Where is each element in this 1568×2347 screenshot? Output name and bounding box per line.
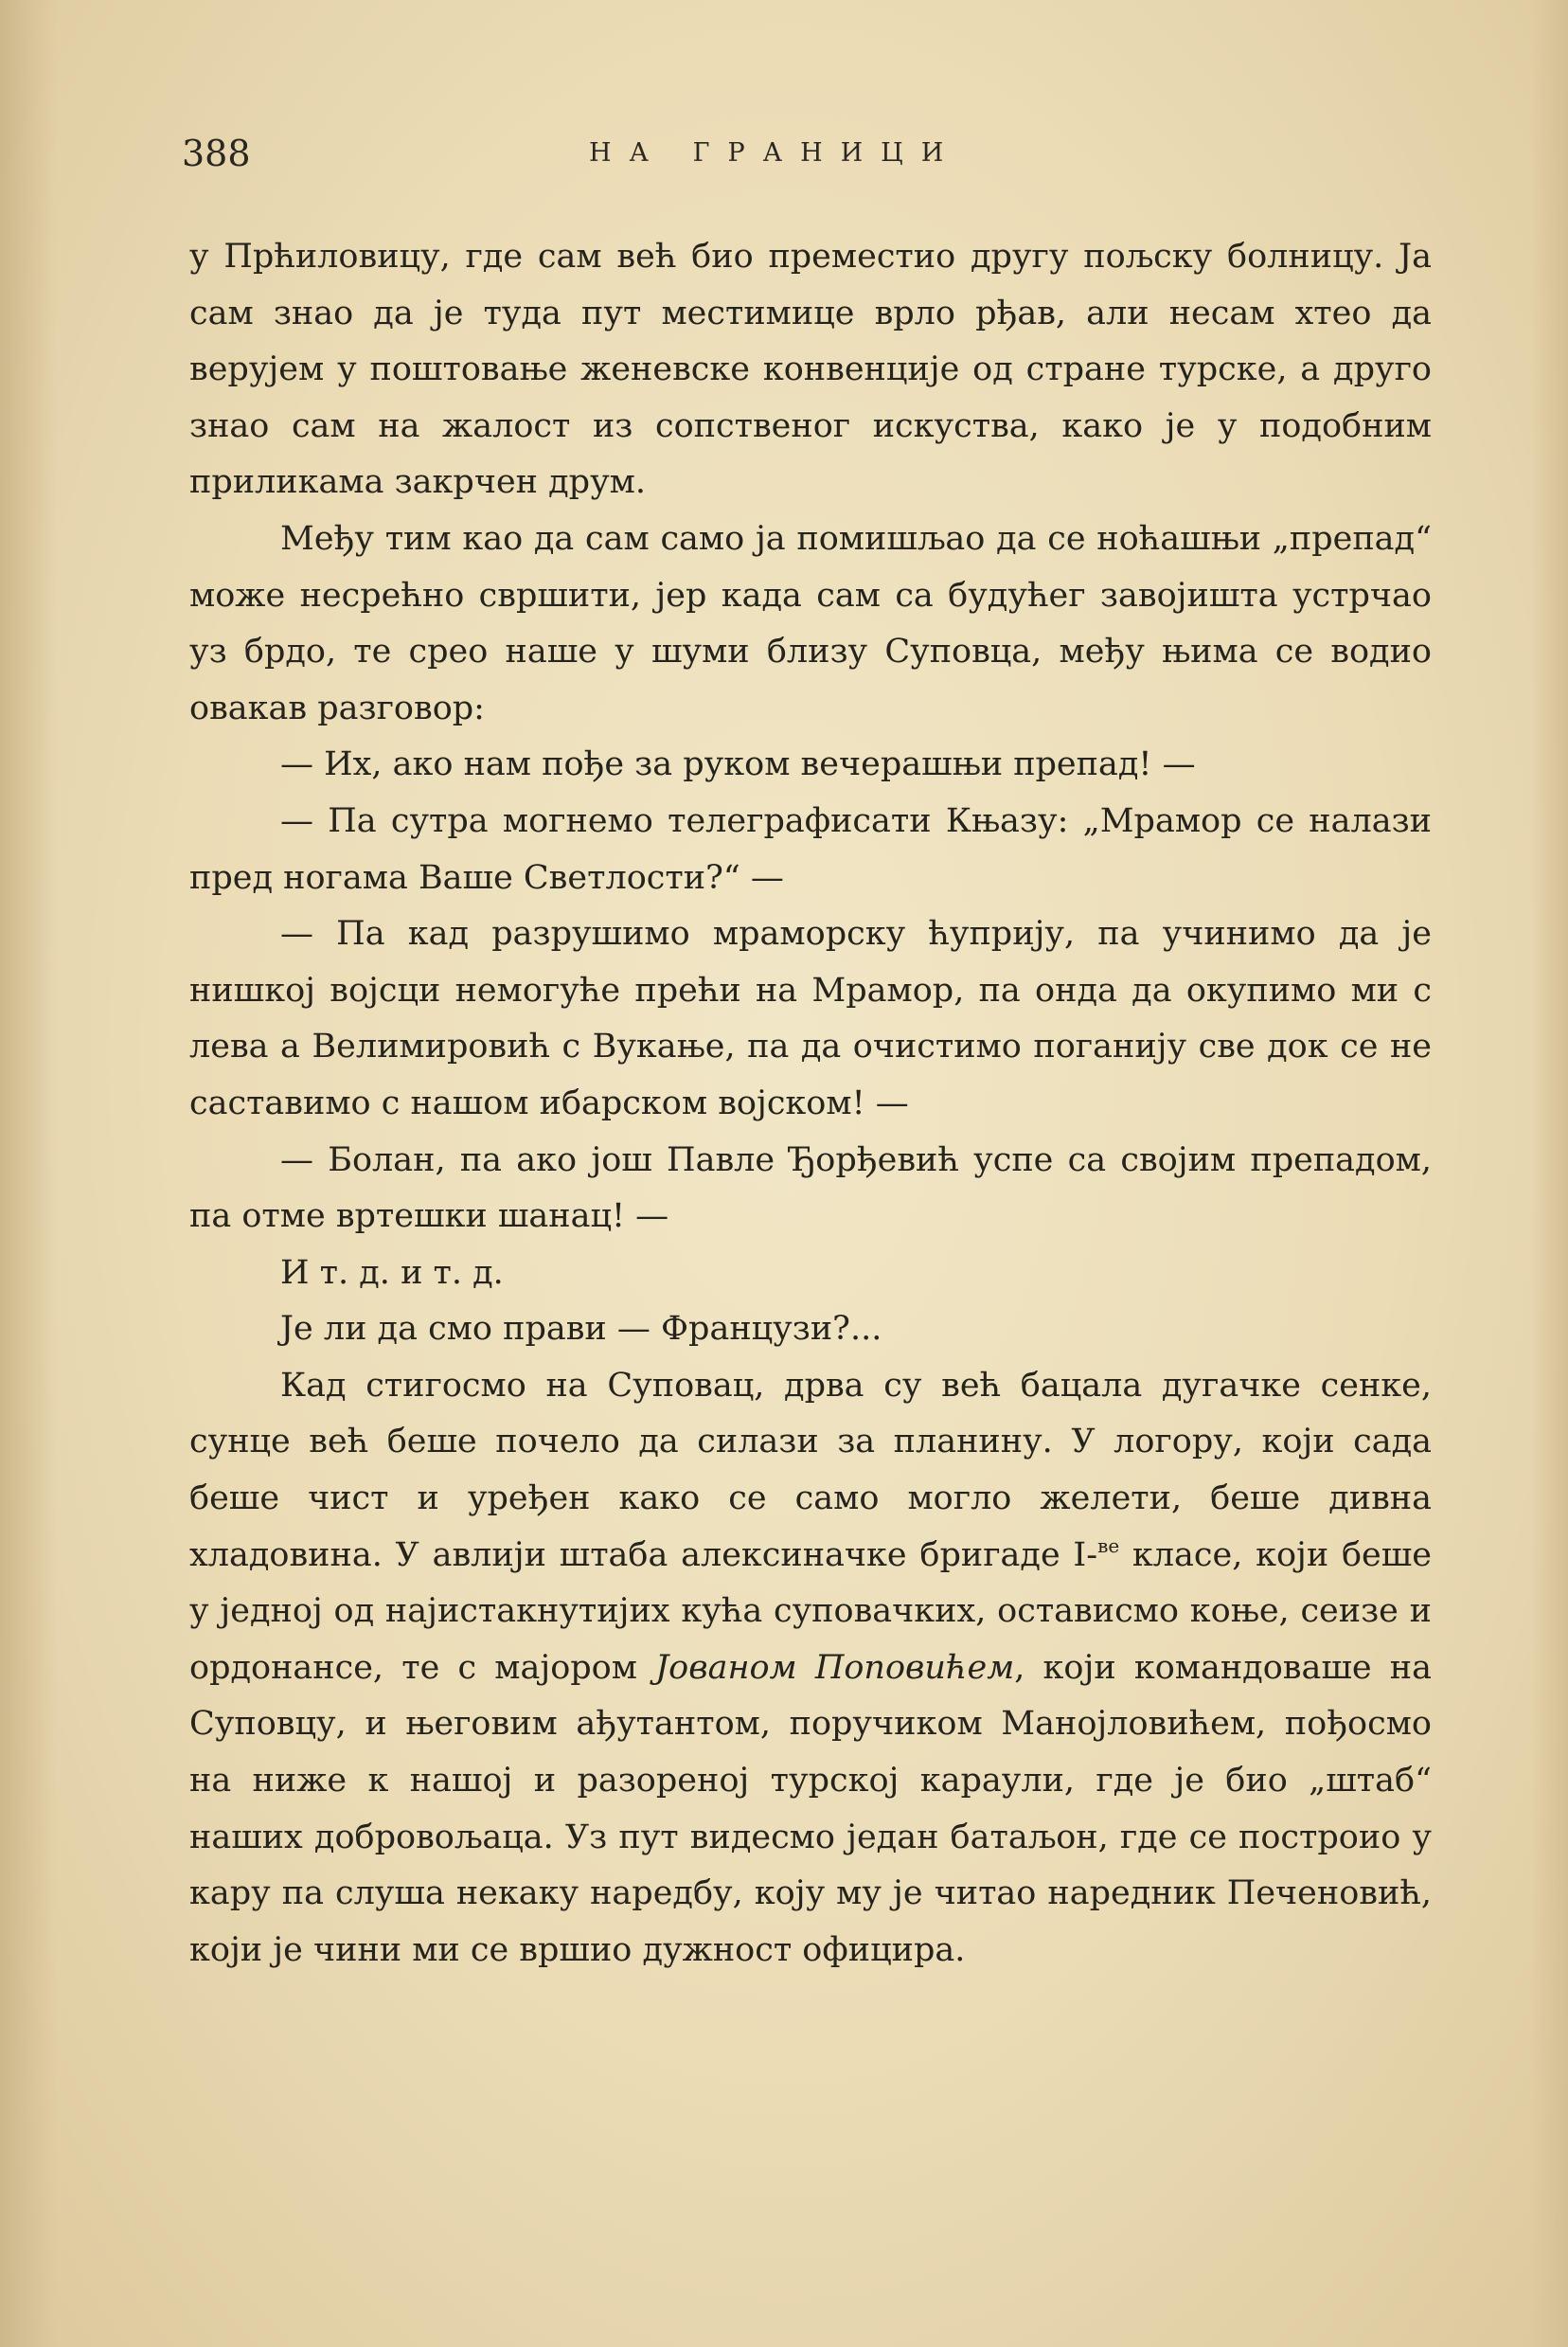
superscript-ordinal: ве [1097,1533,1120,1557]
dialogue-line: — Па кад разрушимо мраморску ћуприју, па учинимо да је нишкој војсци немогуће прећи на Мрамор, па онда да окупимо ми с лева а Велимировић с Вукање, па да очистимо поганију све док се не саставимо с нашом ибарском војском! — [189,915,1432,1122]
paragraph-text: Кад стигосмо на Суповац, дрва су већ бацала дугачке сенке, сунце већ беше почело да силази за планину. У логору, који сада беше чист и уређен како се само могло желети, беше дивна хладовина. У авлији штаба алексиначке бригаде I- [189,1366,1432,1574]
dialogue-line: — Па сутра могнемо телеграфисати Књазу: „Мрамор се налази пред ногама Ваше Светлости?“ — [189,801,1432,897]
paragraph: Је ли да смо прави — Французи?... [280,1310,882,1349]
paragraph: Међу тим као да сам само ја помишљао да се ноћашњи „препад“ може несрећно свршити, јер када сам са будућег завојишта устрчао уз брдо, те срео наше у шуми близу Суповца, међу њима се водио овакав разговор: [189,519,1432,727]
paragraph: И т. д. и т. д. [280,1253,504,1292]
paragraph [189,1358,1432,1980]
page-number: 388 [182,133,251,174]
body-text [189,229,1432,1979]
paragraph-text: класе, који беше у једној од најистакнутијих кућа суповачких, остависмо коње, сеизе и ордонансе, те с мајором [189,1535,1432,1687]
paragraph: у Прћиловицу, где сам већ био преместио другу пољску болницу. Ја сам знао да је туда пут местимице врло рђав, али несам хтео да верујем у поштовање женевске конвенције од стране турске, а друго знао сам на жалост из сопственог искуства, како је у подобним приликама закрчен друм. [189,238,1432,502]
dialogue-line: — Их, ако нам пође за руком вечерашњи препад! — [280,745,1196,784]
page-header [182,133,1432,189]
italic-name: Јованом Поповићем [655,1648,1015,1687]
dialogue-line: — Болан, па ако још Павле Ђорђевић успе са својим препадом, па отме вртешки шанац! — [189,1140,1432,1236]
paragraph-text: , који командоваше на Суповцу, и његовим ађутантом, поручиком Манојловићем, пођосмо на ниже к нашој и разореној турској караули, где је био „штаб“ наших добровољаца. Уз пут видесмо један батаљон, где се построио у кару па слуша некаку наредбу, коју му је читао наредник Печеновић, који је чини ми се вршио дужност официра. [189,1648,1432,1969]
running-title: НА ГРАНИЦИ [589,138,962,168]
